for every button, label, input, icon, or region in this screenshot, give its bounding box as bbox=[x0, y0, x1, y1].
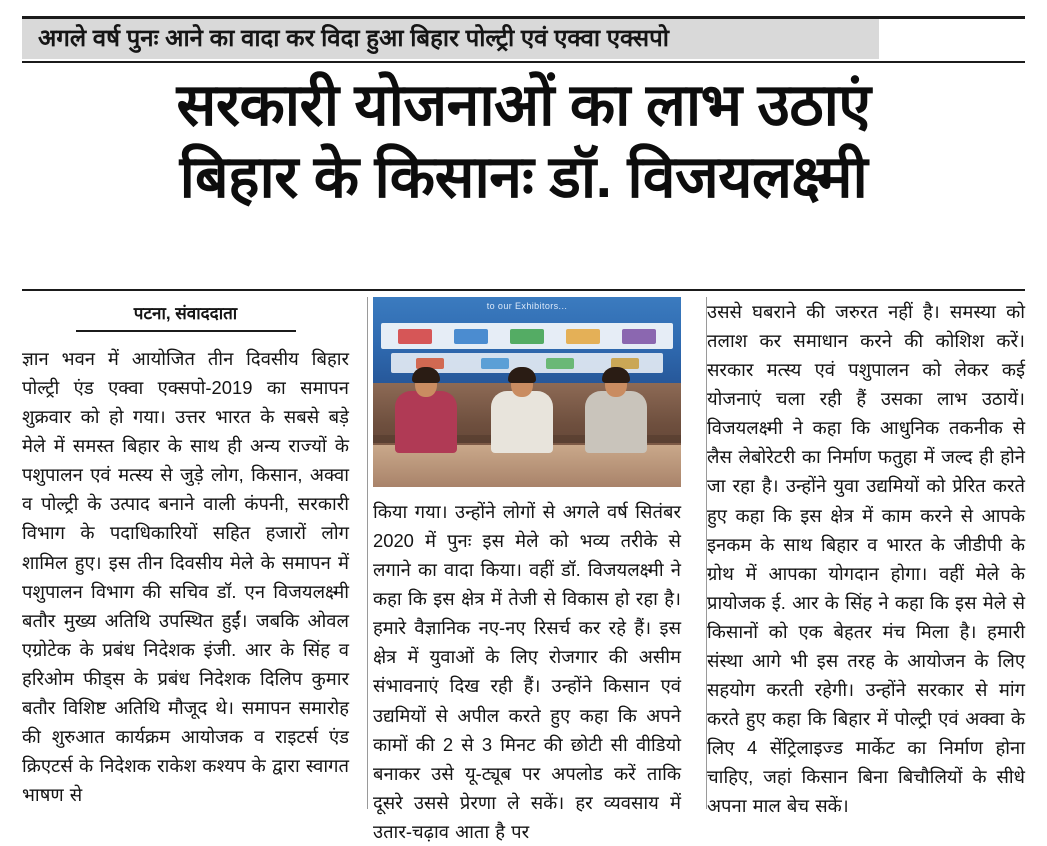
panelist-figure bbox=[491, 371, 553, 453]
sponsor-logo-strip bbox=[381, 323, 673, 349]
panelist-torso bbox=[395, 391, 457, 453]
panel-photograph bbox=[373, 297, 681, 487]
panelist-hair bbox=[412, 367, 440, 383]
column-one-text: ज्ञान भवन में आयोजित तीन दिवसीय बिहार पोल्ट्री एंड एक्वा एक्सपो-2019 का समापन शुक्रवार को हो गया। उत्तर भारत के सबसे बड़े मेले में समस्त बिहार के साथ ही अन्य राज्यों के पशुपालन एवं मत्स्य से जुड़े लोग, किसान, अक्वा व पोल्ट्री के उत्पाद बनाने वाली कंपनी, सरकारी विभाग के पदाधिकारियों सहित हजारों लोग शामिल हुए। इस तीन दिवसीय मेले के समापन में पशुपालन विभाग की सचिव डॉ. एन विजयलक्ष्मी बतौर मुख्य अतिथि उपस्थित हुईं। जबकि ओवल एग्रोटेक के प्रबंध निदेशक इंजी. आर के सिंह व हरिओम फीड्स के प्रबंध निदेशक दिलिप कुमार बतौर विशिष्ट अतिथि मौजूद थे। समापन समारोह की शुरुआत कार्यक्रम आयोजक व राइटर्स एंड क्रिएटर्स के निदेशक राकेश कश्यप के द्वारा स्वागत भाषण से bbox=[22, 348, 349, 806]
photo-banner-text: to our Exhibitors... bbox=[486, 301, 568, 311]
column-divider bbox=[367, 297, 368, 809]
sponsor-logo-icon bbox=[566, 329, 600, 344]
sponsor-logo-icon bbox=[546, 358, 574, 369]
sponsor-logo-icon bbox=[398, 329, 432, 344]
article-body bbox=[22, 297, 1025, 842]
sponsor-logo-icon bbox=[454, 329, 488, 344]
panelist-head bbox=[511, 371, 533, 397]
column-three bbox=[697, 297, 1025, 817]
panelist-figure bbox=[585, 371, 647, 453]
panelist-figure bbox=[395, 371, 457, 453]
stage-area bbox=[373, 383, 681, 487]
panelist-hair bbox=[602, 367, 630, 383]
column-two bbox=[367, 297, 697, 842]
kicker-divider bbox=[22, 61, 1025, 63]
byline-divider bbox=[76, 330, 296, 332]
byline: पटना, संवाददाता bbox=[133, 304, 238, 323]
panelist-torso bbox=[491, 391, 553, 453]
headline-divider bbox=[22, 289, 1025, 291]
headline-line-2: बिहार के किसानः डॉ. विजयलक्ष्मी bbox=[179, 143, 868, 210]
headline-line-1: सरकारी योजनाओं का लाभ उठाएं bbox=[176, 72, 871, 138]
sponsor-logo-icon bbox=[481, 358, 509, 369]
column-divider bbox=[706, 297, 707, 809]
kicker-band bbox=[22, 19, 879, 59]
column-one bbox=[22, 297, 367, 809]
page-title bbox=[22, 70, 1025, 214]
column-two-text: किया गया। उन्होंने लोगों से अगले वर्ष सितंबर 2020 में पुनः इस मेले को भव्य तरीके से लगाने का वादा किया। वहीं डॉ. विजयलक्ष्मी ने कहा कि इस क्षेत्र में तेजी से विकास हो रहा है। हमारे वैज्ञानिक नए-नए रिसर्च कर रहे हैं। इस क्षेत्र में युवाओं के लिए रोजगार की असीम संभावनाएं दिख रही हैं। उन्होंने किसान एवं उद्यमियों से अपील करते हुए कहा कि अपने कामों की 2 से 3 मिनट की छोटी सी वीडियो बनाकर उसे यू-ट्यूब पर अपलोड करें ताकि दूसरे उससे प्रेरणा ले सकें। हर व्यवसाय में उतार-चढ़ाव आता है पर bbox=[373, 501, 681, 842]
panelist-torso bbox=[585, 391, 647, 453]
kicker-text: अगले वर्ष पुनः आने का वादा कर विदा हुआ बिहार पोल्ट्री एवं एक्वा एक्सपो bbox=[38, 25, 670, 52]
panelist-hair bbox=[508, 367, 536, 383]
sponsor-logo-icon bbox=[510, 329, 544, 344]
sponsor-logo-icon bbox=[622, 329, 656, 344]
panelist-head bbox=[605, 371, 627, 397]
column-three-text: उससे घबराने की जरुरत नहीं है। समस्या को तलाश कर समाधान करने की कोशिश करें। सरकार मत्स्य एवं पशुपालन को लेकर कई योजनाएं चला रही हैं उसका लाभ उठायें। विजयलक्ष्मी ने कहा कि आधुनिक तकनीक से लैस लेबोरेटरी का निर्माण फतुहा में जल्द ही होने जा रहा है। उन्होंने युवा उद्यमियों को प्रेरित करते हुए कहा कि इस क्षेत्र में काम करने से आपके इनकम के साथ बिहार व भारत के जीडीपी के ग्रोथ में आपका योगदान होगा। वहीं मेले के प्रायोजक ई. आर के सिंह ने कहा कि इस मेले से किसानों को एक बेहतर मंच मिला है। हमारी संस्था आगे भी इस तरह के आयोजन के लिए सहयोग करती रहेगी। उन्होंने सरकार से मांग करते हुए कहा कि बिहार में पोल्ट्री एवं अक्वा के लिए 4 सेंट्रिलाइज्ड मार्केट का निर्माण होना चाहिए, जहां किसान बिना बिचौलियों के सीधे अपना माल बेच सकें। bbox=[707, 301, 1025, 817]
panelist-head bbox=[415, 371, 437, 397]
